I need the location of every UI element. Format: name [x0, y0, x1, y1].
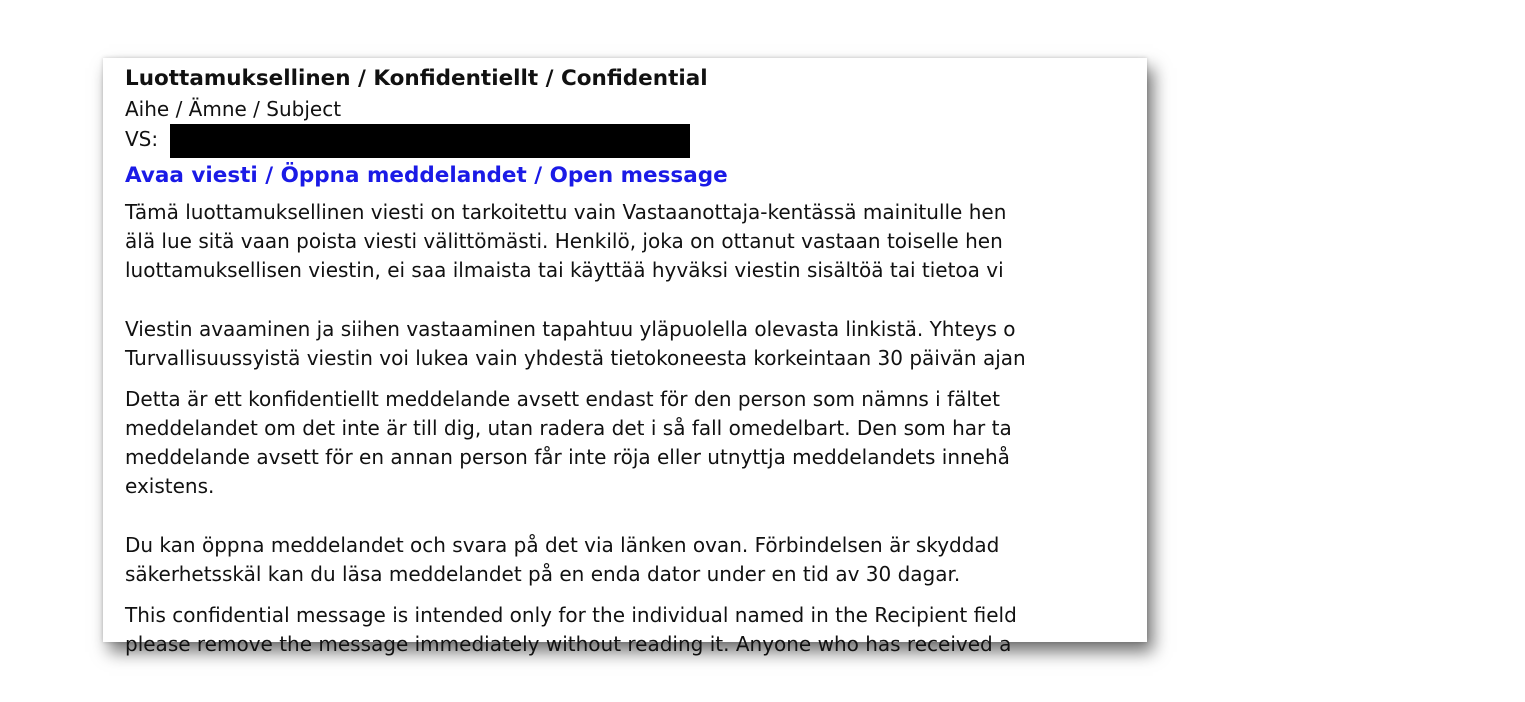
email-preview-card	[103, 58, 1147, 656]
paragraph-sv-2	[125, 531, 1525, 589]
redaction-bar	[170, 124, 690, 158]
confidential-title: Luottamuksellinen / Konfidentiellt / Confidential	[125, 66, 708, 91]
paragraph-line: existens.	[125, 474, 215, 498]
paragraph-line: säkerhetsskäl kan du läsa meddelandet på en enda dator under en tid av 30 dagar.	[125, 562, 961, 586]
paragraph-line: Viestin avaaminen ja siihen vastaaminen tapahtuu yläpuolella olevasta linkistä. Yhteys o	[125, 317, 1016, 341]
paragraph-line: Detta är ett konfidentiellt meddelande avsett endast för den person som nämns i fältet	[125, 387, 1000, 411]
paragraph-line: Tämä luottamuksellinen viesti on tarkoitettu vain Vastaanottaja-kentässä mainitulle hen	[125, 200, 1007, 224]
paragraph-line: please remove the message immediately without reading it. Anyone who has received a	[125, 632, 1012, 656]
paragraph-line: meddelande avsett för en annan person får inte röja eller utnyttja meddelandets innehå	[125, 445, 1010, 469]
paragraph-line: Turvallisuussyistä viestin voi lukea vain yhdestä tietokoneesta korkeintaan 30 päivän ajan	[125, 346, 1026, 370]
paragraph-line: Du kan öppna meddelandet och svara på det via länken ovan. Förbindelsen är skyddad	[125, 533, 1000, 557]
subject-label: Aihe / Ämne / Subject	[125, 97, 342, 121]
open-message-link[interactable]: Avaa viesti / Öppna meddelandet / Open message	[125, 163, 728, 188]
paragraph-line: luottamuksellisen viestin, ei saa ilmaista tai käyttää hyväksi viestin sisältöä tai tietoa vi	[125, 258, 1004, 282]
subject-prefix: VS:	[125, 127, 159, 151]
paragraph-sv-1	[125, 385, 1525, 501]
paragraph-en-1	[125, 601, 1525, 659]
email-body	[125, 64, 1525, 659]
paragraph-line: älä lue sitä vaan poista viesti välittömästi. Henkilö, joka on ottanut vastaan toiselle hen	[125, 229, 1003, 253]
paragraph-line: This confidential message is intended only for the individual named in the Recipient field	[125, 603, 1017, 627]
paragraph-fi-1	[125, 198, 1525, 285]
subject-line	[125, 124, 1525, 158]
paragraph-line: meddelandet om det inte är till dig, utan radera det i så fall omedelbart. Den som har ta	[125, 416, 1012, 440]
paragraph-fi-2	[125, 315, 1525, 373]
